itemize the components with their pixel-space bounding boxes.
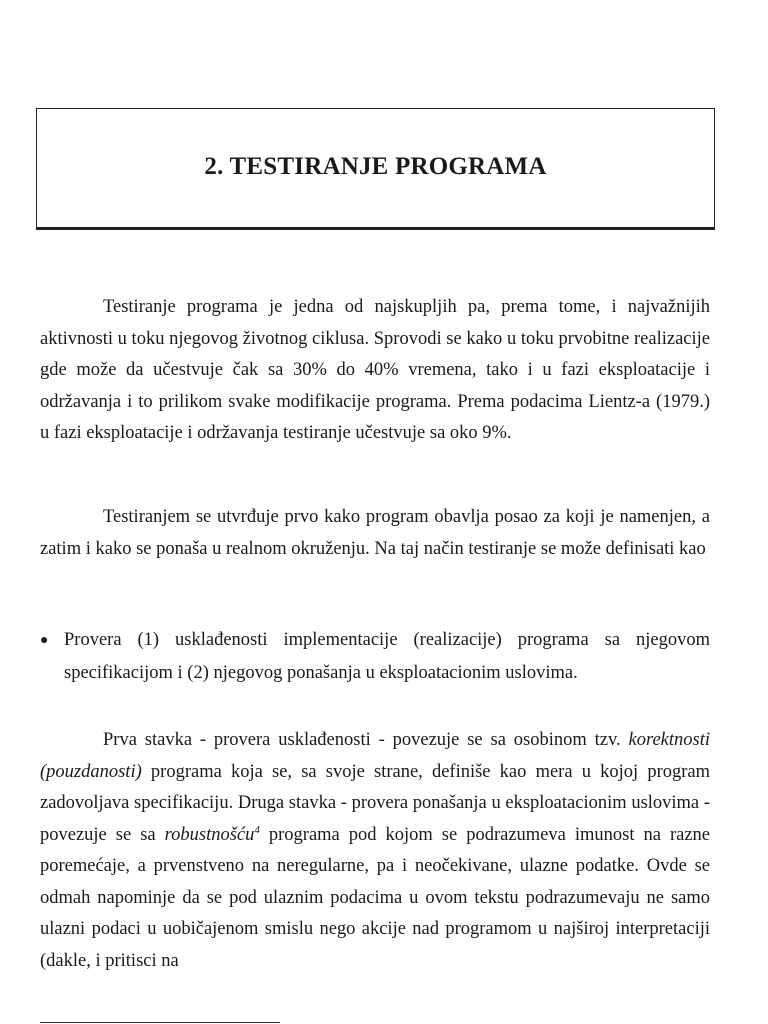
bullet-dot-icon: ● [40, 633, 49, 648]
bullet-text: Provera (1) usklađenosti implementacije (realizacije) programa sa njegovom specifikacijom i (2) njegovog ponašanja u eksploatacionim uslovima. [64, 630, 710, 683]
paragraph-3-text-3: programa pod kojom se podrazumeva imunost na razne poremećaje, a prvenstveno na neregularne, pa i neočekivane, ulazne podatke. Ovde se odmah napominje da se pod ulaznim podacima u ovom tekstu podrazumevaju ne samo ulazni podaci u uobičajenom smislu nego akcije nad programom u najširoj interpretaciji (dakle, i pritisci na [40, 824, 710, 971]
chapter-title-box [36, 108, 715, 230]
paragraph-3-text-1: Prva stavka - provera usklađenosti - povezuje se sa osobinom tzv. [103, 730, 629, 750]
footnote-ref: 4 [254, 823, 260, 836]
chapter-title: 2. TESTIRANJE PROGRAMA [204, 153, 547, 180]
paragraph-2: Testiranjem se utvrđuje prvo kako program obavlja posao za koji je namenjen, a zatim i kako se ponaša u realnom okruženju. Na taj način testiranje se može definisati kao [40, 507, 710, 559]
term-correctness: korektnosti (pouzdanosti) [40, 730, 710, 782]
paragraph-3-text-2: programa koja se, sa svoje strane, definiše kao mera u kojoj program zadovoljava specifikaciju. Druga stavka - provera ponašanja u eksploatacionim uslovima - povezuje se sa [40, 761, 710, 845]
paragraph-1: Testiranje programa je jedna od najskupljih pa, prema tome, i najvažnijih aktivnosti u toku njegovog životnog ciklusa. Sprovodi se kako u toku prvobitne realizacije gde može da učestvuje čak sa 30% do 40% vremena, tako i u fazi eksploatacije i održavanja i to prilikom svake modifikacije programa. Prema podacima Lientz-a (1979.) u fazi eksploatacije i održavanja testiranje učestvuje sa oko 9%. [40, 297, 710, 443]
footnote-divider [40, 1022, 280, 1023]
bullet-item [40, 624, 710, 690]
term-robustness: robustnošću [164, 824, 255, 845]
paragraph-3 [40, 725, 710, 977]
